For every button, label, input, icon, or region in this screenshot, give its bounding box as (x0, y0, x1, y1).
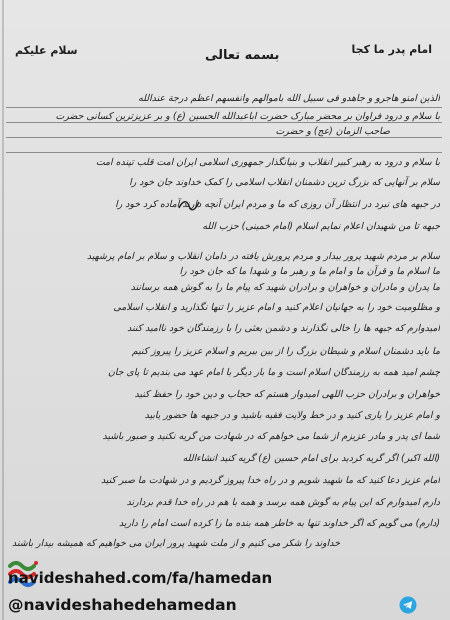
body-line-20: دارم امیدوارم که این پیام به گوش همه برسد و همه با هم در راه خدا قدم بردارند (126, 497, 440, 508)
body-line-10: ما پدران و مادران و خواهران و برادران شهید که پیام ما را به گوش همه برسانند (130, 282, 440, 293)
body-line-11: و مظلومیت خود را به جهانیان اعلام کنید و امام عزیز را تنها نگذارید و انقلاب اسلامی (113, 302, 440, 313)
body-line-7: جبهه تا من شهیدان اعلام نمایم اسلام (امام خمینی) حزب الله (202, 221, 440, 232)
body-line-1: الذین امنو هاجرو و جاهدو فی سبیل الله باموالهم وانفسهم اعظم درجة عندالله (138, 93, 440, 104)
body-line-3: صاحب الزمان (عج) و حضرت (275, 126, 390, 137)
salutation-right: امام پدر ما کجا (351, 43, 432, 56)
watermark-handle[interactable]: @navideshahedehamedan (8, 596, 237, 614)
body-line-13: ما باید دشمنان اسلام و شیطان بزرگ را از بین ببریم و اسلام عزیز را پیروز کنیم (131, 346, 440, 357)
inline-mark-icon (178, 198, 200, 212)
body-line-17: شما ای پدر و مادر عزیزم از شما می خواهم که در شهادت من گریه نکنید و صبور باشید (102, 431, 440, 442)
body-line-9: ما اسلام ما و قرآن ما و امام ما و رهبر ما و شهدا ما که جان خود را (179, 266, 440, 277)
watermark-url[interactable]: navideshahed.com/fa/hamedan (8, 569, 273, 587)
body-line-18: (الله اکبر) اگر گریه کردید برای امام حسین (ع) گریه کنید انشاءالله (182, 453, 440, 464)
page-margin-line (2, 0, 4, 620)
telegram-icon[interactable] (399, 596, 417, 614)
body-line-21: (دارم) می گویم که اگر خداوند تنها به خاطر همه بنده ما را کرده است امام را دارید (118, 518, 440, 529)
salutation-left: سلام علیکم (15, 44, 78, 57)
watermark-footer (0, 540, 450, 620)
body-line-8: سلام بر مردم شهید پرور بیدار و مردم پرورش یافته در دامان انقلاب و سلام بر امام پرشهید (86, 251, 440, 262)
body-line-4: با سلام و درود به رهبر کبیر انقلاب و بنیانگذار جمهوری اسلامی ایران امت قلب تپنده امت (95, 157, 440, 168)
body-line-6: در جبهه های نبرد در انتظار آن روزی که ما و مردم ایران آنچه دارند آماده کرد خود را (115, 199, 440, 210)
body-line-22: خداوند را شکر می کنیم و از ملت شهید پرور ایران می خواهیم که همیشه بیدار باشند (12, 538, 340, 549)
body-line-14: چشم امید همه به رزمندگان اسلام است و ما بار دیگر با امام عهد می بندیم تا پای جان (108, 367, 440, 378)
bismillah-heading: بسمه تعالی (205, 48, 280, 63)
body-line-16: و امام عزیز را یاری کنید و در خط ولایت فقیه باشید و در جبهه ها حضور یابید (144, 410, 440, 421)
body-line-15: خواهران و برادران حزب اللهی امیدوار هستم که حجاب و دین خود را حفظ کنید (134, 389, 440, 400)
rule-line (6, 107, 442, 108)
body-line-2: با سلام و درود فراوان بر محضر مبارک حضرت اباعبدالله الحسین (ع) و بر عزیزترین کسانی حضرت (55, 111, 440, 122)
body-line-12: امیدوارم که جبهه ها را خالی نگذارند و دشمن بعثی را با رزمندگان خود ناامید کنند (127, 323, 440, 334)
rule-line (6, 152, 442, 153)
body-line-5: سلام بر آنهایی که بزرگ ترین دشمنان انقلاب اسلامی را کمک خداوند جان خود را (129, 177, 440, 188)
body-line-19: امام عزیز دعا کنید که ما شهید شویم و در راه خدا پیروز گردیم و در شهادت ما صبر کنید (100, 475, 440, 486)
